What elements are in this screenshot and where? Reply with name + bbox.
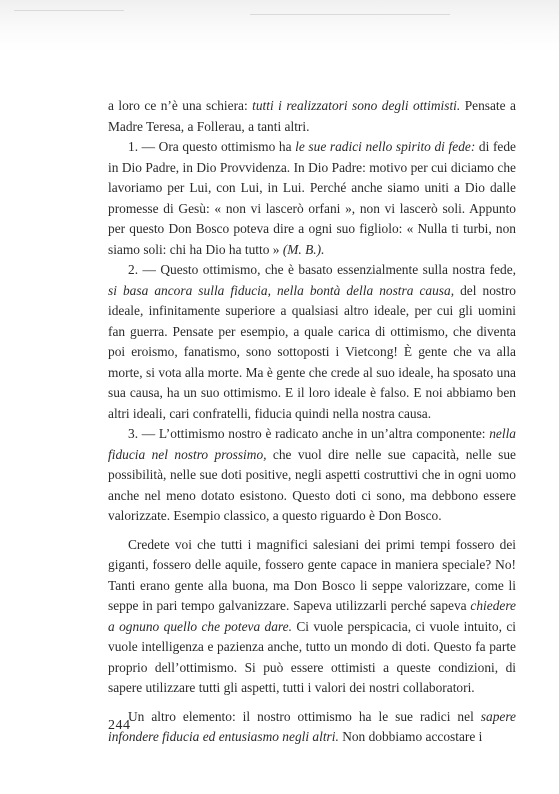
italic-text: chiedere a ognuno quello che poteva dare. — [108, 598, 516, 634]
italic-text: (M. B.). — [282, 241, 325, 257]
text-run: del nostro ideale, infinitamente superiore a qualsiasi altro ideale, per cui gli uomini fan guerra. Pensate per esempio, a quale carica di ottimismo, che diventa poi eroismo, fanatismo, sono sottoposti i Vietcong! È gente che va alla morte, si vota alla morte. Ma è gente che crede al suo ideale, ha sposato una sua causa, ha un suo ottimismo. E il loro ideale è falso. E noi abbiamo ben altri ideali, cari confratelli, fiducia quindi nella nostra causa. — [108, 282, 516, 421]
text-run: Ci vuole perspicacia, ci vuole intuito, ci vuole intelligenza e pazienza anche, tutto un mondo di doti. Questo fa parte proprio dell’ottimismo. Si può essere ottimisti a queste condizioni, di sapere utilizzare tutti gli aspetti, tutti i valori dei nostri collaboratori. — [108, 618, 516, 695]
text-run: Un altro elemento: il nostro ottimismo ha le sue radici nel — [128, 708, 481, 724]
text-run: Non dobbiamo accostare i — [338, 729, 483, 744]
text-run: Credete voi che tutti i magnifici salesiani dei primi tempi fossero dei giganti, fossero delle aquile, fossero gente capace in maniera speciale? No! Tanti erano gente alla buona, ma Don Bosco li seppe valorizzare, come li seppe in pari tempo galvanizzare. Sapeva utilizzarli perché sapeva — [108, 536, 516, 613]
text-run: Pensate a Madre Teresa, a Follerau, a tanti altri. — [108, 98, 516, 134]
paragraph — [108, 96, 516, 137]
page-number: 244 — [108, 718, 131, 733]
page-body-text — [108, 96, 516, 748]
text-run: a loro ce n’è una schiera: — [108, 98, 253, 113]
paragraph — [108, 260, 516, 424]
scan-shadow — [0, 0, 559, 52]
text-run: di fede in Dio Padre, in Dio Provvidenza. In Dio Padre: motivo per cui diciamo che lavoriamo per Lui, con Lui, in Lui. Perché anche siamo uniti a Dio dalle promesse di Gesù: « non vi lascerò orfani », non vi lascerò soli. Appunto per questo Don Bosco poteva dire a ogni suo figliolo: « Nulla ti turbi, non siamo soli: chi ha Dio ha tutto » — [108, 139, 516, 257]
paragraph — [108, 424, 516, 527]
italic-text: nella fiducia nel nostro prossimo, — [108, 426, 516, 462]
paragraph — [108, 535, 516, 699]
italic-text: sapere infondere fiducia ed entusiasmo negli altri. — [108, 708, 516, 744]
paragraph — [108, 137, 516, 260]
text-run: 2. — Questo ottimismo, che è basato essenzialmente sulla nostra fede, — [128, 262, 516, 277]
italic-text: tutti i realizzatori sono degli ottimisti. — [252, 98, 461, 113]
italic-text: le sue radici nello spirito di fede: — [295, 139, 476, 154]
text-run: 3. — L’ottimismo nostro è radicato anche in un’altra componente: — [128, 426, 490, 441]
text-run: che vuol dire nelle sue capacità, nelle sue possibilità, nelle sue doti positive, negli aspetti costruttivi che in ogni uomo anche nel meno dotato esistono. Questo doti ci sono, ma debbono essere valorizzate. Esempio classico, a questo riguardo è Don Bosco. — [108, 446, 516, 523]
paragraph — [108, 707, 516, 748]
text-run: 1. — Ora questo ottimismo ha — [128, 139, 296, 154]
italic-text: si basa ancora sulla fiducia, nella bontà della nostra causa, — [108, 282, 455, 298]
